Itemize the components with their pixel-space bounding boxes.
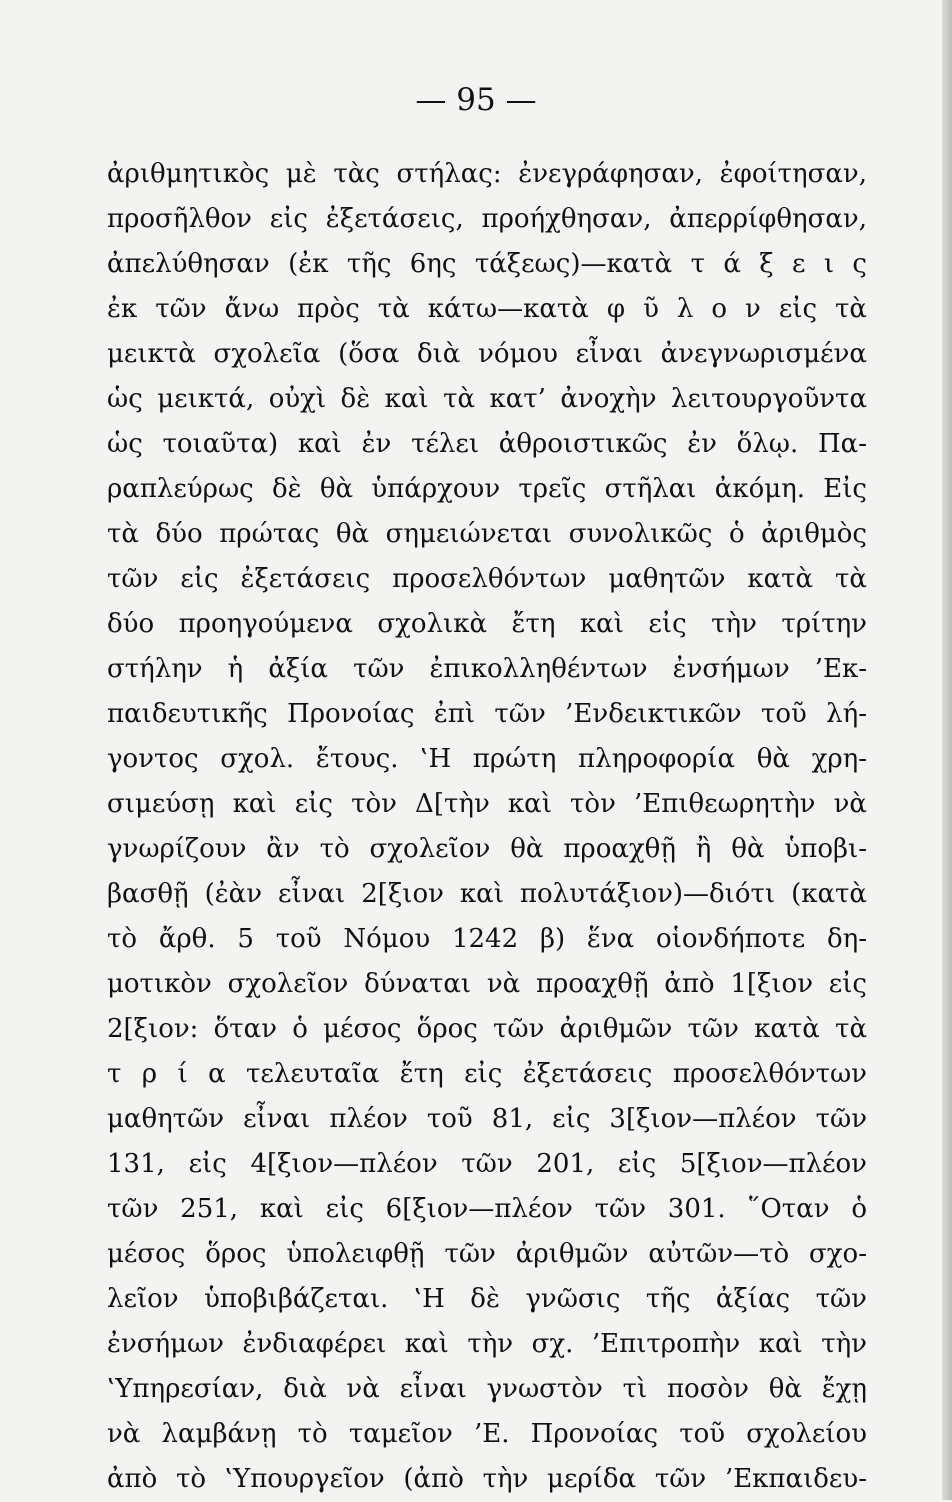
text-line: προσῆλθον εἰς ἐξετάσεις, προήχθησαν, ἀπερρίφθησαν, <box>107 204 867 234</box>
body-text <box>107 152 867 1502</box>
text-line: γοντος σχολ. ἔτους. ‛Η πρώτη πληροφορία θὰ χρη- <box>107 744 867 774</box>
page-number: — 95 — <box>415 82 537 118</box>
text-line: δύο προηγούμενα σχολικὰ ἔτη καὶ εἰς τὴν τρίτην <box>107 609 867 639</box>
text-line: ἀπὸ τὸ ‛Υπουργεῖον (ἀπὸ τὴν μερίδα τῶν ’Εκπαιδευ- <box>107 1464 867 1494</box>
text-line: ὡς μεικτά, οὐχὶ δὲ καὶ τὰ κατ’ ἀνοχὴν λειτουργοῦντα <box>107 384 867 414</box>
text-line: τ ρ ί α τελευταῖα ἔτη εἰς ἐξετάσεις προσελθόντων <box>107 1059 867 1089</box>
text-line: τῶν εἰς ἐξετάσεις προσελθόντων μαθητῶν κατὰ τὰ <box>107 564 867 594</box>
text-line: μεικτὰ σχολεῖα (ὅσα διὰ νόμου εἶναι ἀνεγνωρισμένα <box>107 339 867 369</box>
text-line: ἐνσήμων ἐνδιαφέρει καὶ τὴν σχ. ’Επιτροπὴν καὶ τὴν <box>107 1329 867 1359</box>
text-line: μαθητῶν εἶναι πλέον τοῦ 81, εἰς 3[ξιον—πλέον τῶν <box>107 1104 867 1134</box>
text-line: ‛Υπηρεσίαν, διὰ νὰ εἶναι γνωστὸν τὶ ποσὸν θὰ ἔχῃ <box>107 1374 867 1404</box>
text-line: ραπλεύρως δὲ θὰ ὑπάρχουν τρεῖς στῆλαι ἀκόμη. Εἰς <box>107 474 867 504</box>
text-line: μέσος ὅρος ὑπολειφθῇ τῶν ἀριθμῶν αὐτῶν—τὸ σχο- <box>107 1239 867 1269</box>
text-line: τῶν 251, καὶ εἰς 6[ξιον—πλέον τῶν 301. ῞Οταν ὁ <box>107 1194 867 1224</box>
text-line: ἀριθμητικὸς μὲ τὰς στήλας: ἐνεγράφησαν, ἐφοίτησαν, <box>107 159 867 189</box>
text-line: 131, εἰς 4[ξιον—πλέον τῶν 201, εἰς 5[ξιον—πλέον <box>107 1149 867 1179</box>
text-line: λεῖον ὑποβιβάζεται. ‛Η δὲ γνῶσις τῆς ἀξίας τῶν <box>107 1284 867 1314</box>
text-line: ἀπελύθησαν (ἐκ τῆς 6ης τάξεως)—κατὰ τ ά ξ ε ι ς <box>107 249 867 279</box>
text-line: παιδευτικῆς Προνοίας ἐπὶ τῶν ’Ενδεικτικῶν τοῦ λή- <box>107 699 867 729</box>
text-line: 2[ξιον: ὅταν ὁ μέσος ὅρος τῶν ἀριθμῶν τῶν κατὰ τὰ <box>107 1014 867 1044</box>
page-edge-shadow <box>942 0 952 1500</box>
text-line: σιμεύσῃ καὶ εἰς τὸν Δ[τὴν καὶ τὸν ’Επιθεωρητὴν νὰ <box>107 789 867 819</box>
text-line: τὸ ἄρθ. 5 τοῦ Νόμου 1242 β) ἕνα οἱονδήποτε δη- <box>107 924 867 954</box>
text-line: γνωρίζουν ἂν τὸ σχολεῖον θὰ προαχθῇ ἢ θὰ ὑποβι- <box>107 834 867 864</box>
text-line: βασθῇ (ἐὰν εἶναι 2[ξιον καὶ πολυτάξιον)—διότι (κατὰ <box>107 879 867 909</box>
text-line: μοτικὸν σχολεῖον δύναται νὰ προαχθῇ ἀπὸ 1[ξιον εἰς <box>107 969 867 999</box>
text-line: νὰ λαμβάνῃ τὸ ταμεῖον ’Ε. Προνοίας τοῦ σχολείου <box>107 1419 867 1449</box>
text-line: ἐκ τῶν ἄνω πρὸς τὰ κάτω—κατὰ φ ῦ λ ο ν εἰς τὰ <box>107 294 867 324</box>
text-line: ὡς τοιαῦτα) καὶ ἐν τέλει ἀθροιστικῶς ἐν ὅλῳ. Πα- <box>107 429 867 459</box>
text-line: στήλην ἡ ἀξία τῶν ἐπικολληθέντων ἐνσήμων ’Εκ- <box>107 654 867 684</box>
text-line: τὰ δύο πρώτας θὰ σημειώνεται συνολικῶς ὁ ἀριθμὸς <box>107 519 867 549</box>
